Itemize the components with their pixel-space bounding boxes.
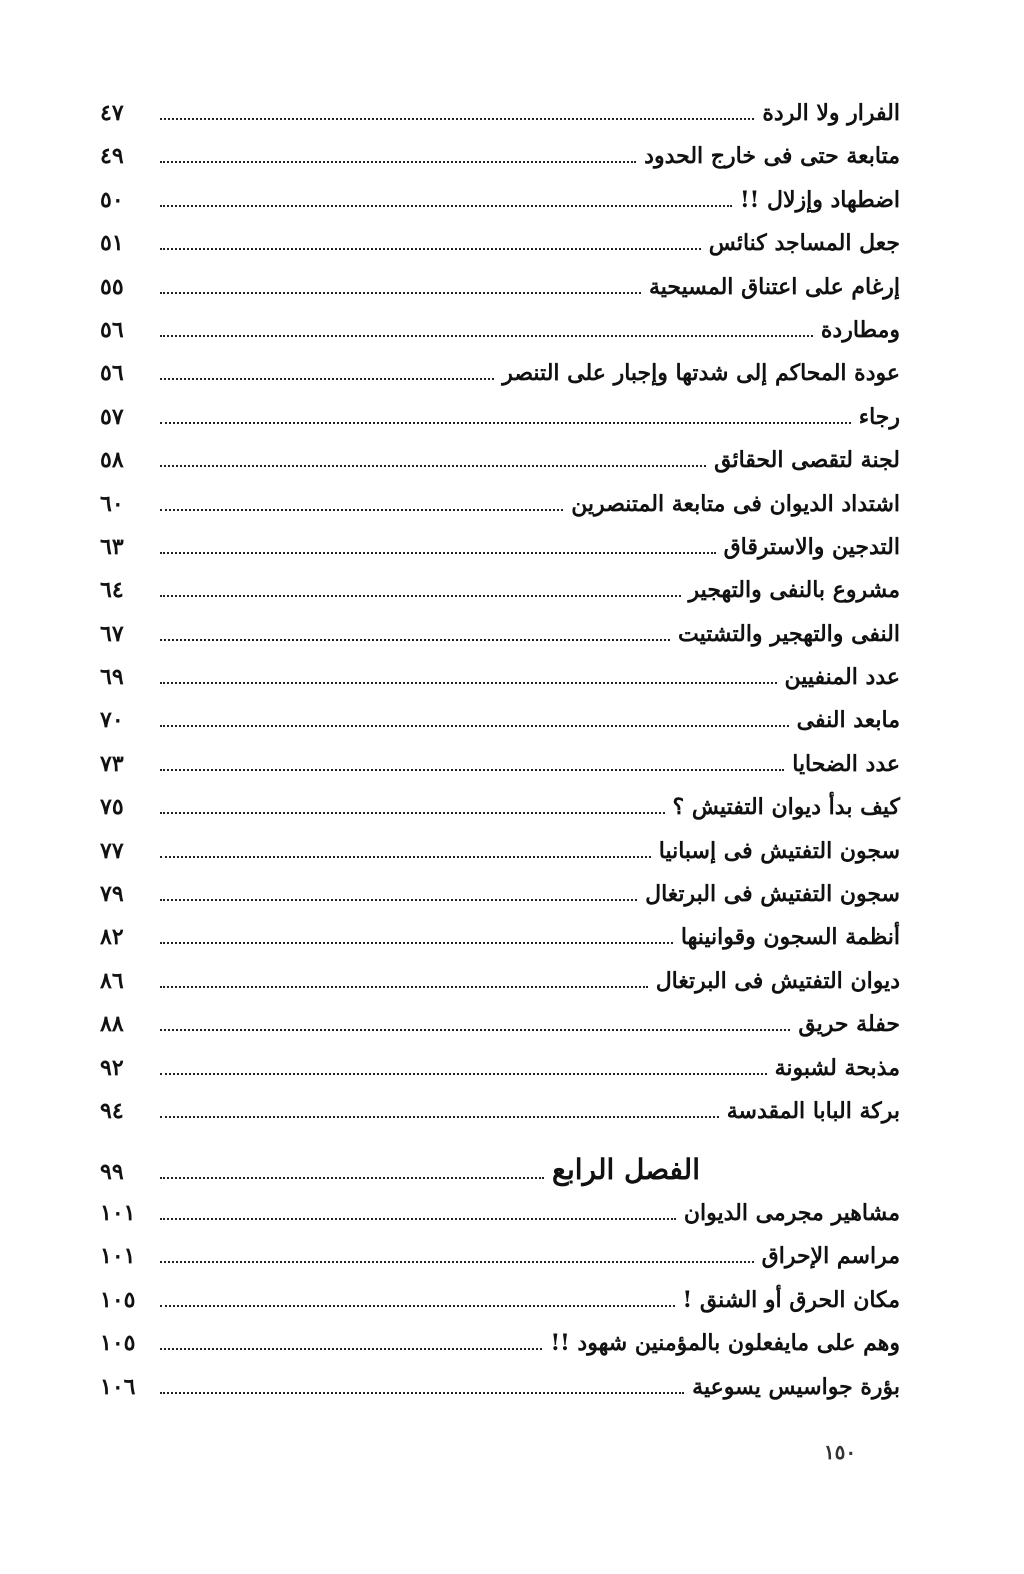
- toc-entry-title: لجنة لتقصى الحقائق: [714, 447, 900, 474]
- dot-leader: [160, 638, 670, 641]
- toc-entry-page: ٧٧: [100, 837, 124, 864]
- dot-leader: [160, 117, 754, 120]
- toc-entry: [100, 1243, 900, 1286]
- dot-leader: [160, 204, 732, 207]
- dot-leader: [160, 1304, 675, 1307]
- toc-entry-page: ٨٦: [100, 967, 124, 994]
- toc-entry-title: عودة المحاكم إلى شدتها وإجبار على التنصر: [502, 360, 900, 387]
- dot-leader: [160, 551, 716, 554]
- toc-entry: [100, 447, 900, 490]
- dot-leader: [160, 508, 563, 511]
- toc-entry-page: ٨٨: [100, 1011, 124, 1038]
- toc-entry: [100, 924, 900, 967]
- toc-entry-page: ٧٥: [100, 794, 124, 821]
- toc-entry-page: ٧٠: [100, 707, 124, 734]
- toc-entry-page: ٥٨: [100, 447, 124, 474]
- toc-entry-page: ١٠٦: [100, 1373, 136, 1400]
- toc-entry: [100, 1055, 900, 1098]
- dot-leader: [160, 855, 651, 858]
- toc-entry-page: ٦٠: [100, 490, 124, 517]
- toc-entry-title: كيف بدأ ديوان التفتيش ؟: [672, 794, 900, 821]
- toc-entry-page: ١٠١: [100, 1243, 136, 1270]
- toc-entry-title: أنظمة السجون وقوانينها: [680, 924, 900, 951]
- toc-entry-title: اشتداد الديوان فى متابعة المتنصرين: [571, 490, 900, 517]
- dot-leader: [160, 1347, 542, 1350]
- toc-entry: [100, 100, 900, 143]
- toc-entry-page: ٧٩: [100, 881, 124, 908]
- toc-entry-page: ٤٩: [100, 143, 124, 170]
- dot-leader: [160, 464, 706, 467]
- table-of-contents: [100, 100, 900, 1219]
- dot-leader: [160, 1391, 684, 1394]
- toc-entry: [100, 274, 900, 317]
- toc-entry-title: ومطاردة: [820, 316, 900, 343]
- toc-entry-page: ٦٣: [100, 533, 124, 560]
- dot-leader: [160, 1217, 676, 1220]
- toc-entry-title: بؤرة جواسيس يسوعية: [692, 1373, 900, 1400]
- toc-entry-title: مراسم الإحراق: [761, 1243, 900, 1270]
- toc-entry-title: سجون التفتيش فى البرتغال: [645, 881, 900, 908]
- toc-entry-title: إرغام على اعتناق المسيحية: [648, 273, 900, 300]
- toc-entry: [100, 360, 900, 403]
- toc-entry: [100, 230, 900, 273]
- dot-leader: [160, 334, 813, 337]
- dot-leader: [160, 421, 851, 424]
- toc-entry-page: ٥٥: [100, 273, 124, 300]
- toc-entry-page: ٩٤: [100, 1097, 124, 1124]
- toc-entry-page: ٨٢: [100, 924, 124, 951]
- dot-leader: [160, 1176, 544, 1179]
- toc-entry-title: حفلة حريق: [798, 1011, 900, 1038]
- toc-entry: [100, 664, 900, 707]
- toc-entry-title: سجون التفتيش فى إسبانيا: [658, 837, 900, 864]
- dot-leader: [160, 941, 673, 944]
- chapter-title: الفصل الرابع: [552, 1153, 700, 1187]
- toc-entry-page: ٥٦: [100, 360, 124, 387]
- dot-leader: [160, 811, 665, 814]
- toc-entry: [100, 1287, 900, 1330]
- toc-entry-title: عدد الضحايا: [792, 750, 900, 777]
- toc-entry-page: ٥٠: [100, 186, 124, 213]
- toc-entry-page: ١٠٥: [100, 1330, 136, 1357]
- toc-entry: [100, 794, 900, 837]
- toc-entry: [100, 143, 900, 186]
- toc-entry: [100, 187, 900, 230]
- toc-entry-page: ٦٤: [100, 577, 124, 604]
- toc-entry-page: ٥٧: [100, 403, 124, 430]
- toc-entry-title: الفرار ولا الردة: [762, 100, 900, 126]
- toc-entry-page: ١٠١: [100, 1200, 136, 1226]
- dot-leader: [160, 291, 641, 294]
- dot-leader: [160, 1260, 754, 1263]
- toc-entry-page: ١٠٥: [100, 1286, 136, 1313]
- toc-entry-title: مشروع بالنفى والتهجير: [688, 577, 900, 604]
- toc-entry: [100, 968, 900, 1011]
- toc-entry-title: عدد المنفيين: [784, 664, 900, 691]
- toc-entry-title: مذبحة لشبونة: [774, 1054, 900, 1081]
- toc-entry: [100, 491, 900, 534]
- dot-leader: [160, 1115, 719, 1118]
- toc-entry: [100, 317, 900, 360]
- dot-leader: [160, 247, 701, 250]
- toc-entry: [100, 404, 900, 447]
- toc-entry: [100, 1011, 900, 1054]
- dot-leader: [160, 377, 494, 380]
- toc-entry-title: مكان الحرق أو الشنق !: [682, 1286, 900, 1313]
- toc-entry-title: ديوان التفتيش فى البرتغال: [655, 967, 900, 994]
- toc-entry: [100, 534, 900, 577]
- toc-entry: [100, 1374, 900, 1417]
- chapter-entries: [100, 1200, 900, 1417]
- toc-entry-title: وهم على مايفعلون بالمؤمنين شهود !!: [550, 1330, 900, 1357]
- dot-leader: [160, 594, 681, 597]
- toc-entry-title: متابعة حتى فى خارج الحدود: [644, 143, 900, 170]
- toc-entry-title: رجاء: [858, 403, 900, 430]
- toc-entry-page: ٤٧: [100, 100, 124, 126]
- dot-leader: [160, 681, 777, 684]
- dot-leader: [160, 160, 636, 163]
- toc-entry: [100, 1098, 900, 1141]
- toc-entry: [100, 577, 900, 620]
- toc-entry: [100, 1200, 900, 1243]
- toc-entry-title: اضطهاد وإزلال !!: [739, 186, 900, 213]
- toc-entry: [100, 1330, 900, 1373]
- toc-entry-page: ٦٩: [100, 664, 124, 691]
- toc-entry-page: ٦٧: [100, 620, 124, 647]
- toc-entry-title: بركة البابا المقدسة: [726, 1097, 900, 1124]
- toc-entry: [100, 751, 900, 794]
- toc-entry: [100, 707, 900, 750]
- toc-entry: [100, 838, 900, 881]
- dot-leader: [160, 724, 789, 727]
- toc-entry-page: ٧٣: [100, 750, 124, 777]
- dot-leader: [160, 985, 648, 988]
- toc-entry-title: مابعد النفى: [796, 707, 900, 734]
- toc-entry-page: ٥٦: [100, 316, 124, 343]
- dot-leader: [160, 1028, 790, 1031]
- toc-entry-title: مشاهير مجرمى الديوان: [683, 1200, 900, 1226]
- toc-entry-title: التدجين والاسترقاق: [723, 533, 900, 560]
- toc-entry-page: ٥١: [100, 230, 124, 257]
- dot-leader: [160, 1072, 767, 1075]
- dot-leader: [160, 768, 784, 771]
- toc-entry: [100, 621, 900, 664]
- chapter-page: ٩٩: [100, 1159, 124, 1186]
- toc-entry-page: ٩٢: [100, 1054, 124, 1081]
- toc-entry-title: جعل المساجد كنائس: [708, 230, 900, 257]
- toc-entry-title: النفى والتهجير والتشتيت: [677, 620, 900, 647]
- dot-leader: [160, 898, 637, 901]
- page-number: ١٥٠: [823, 1440, 857, 1464]
- toc-entry: [100, 881, 900, 924]
